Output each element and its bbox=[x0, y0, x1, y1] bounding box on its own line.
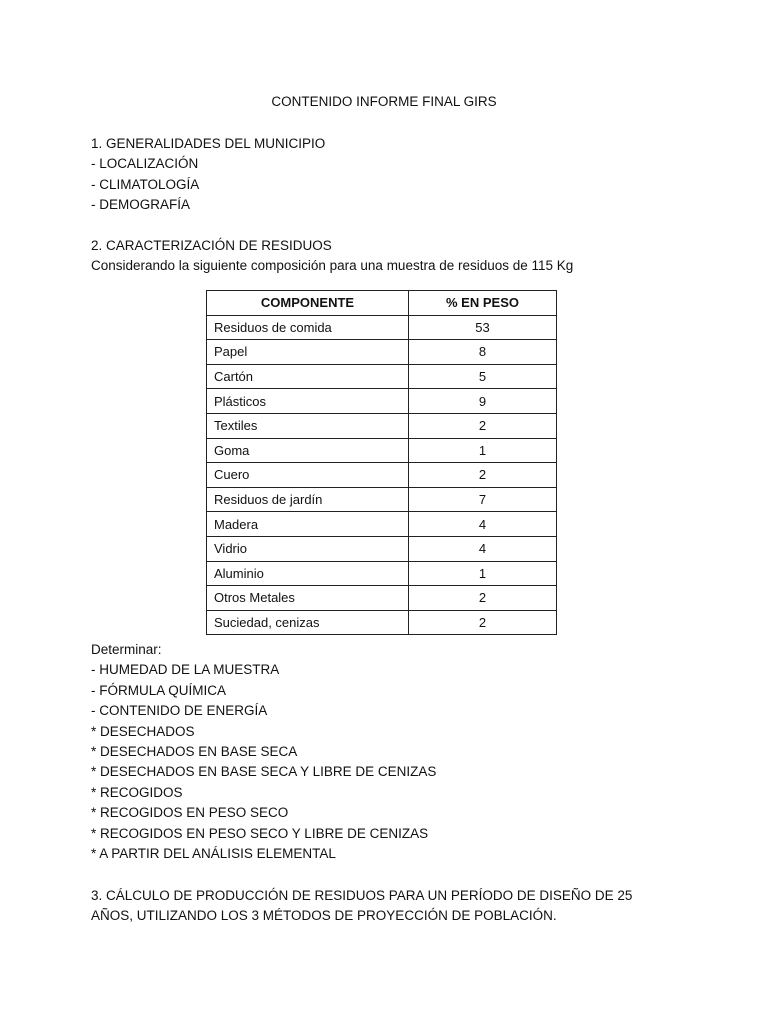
section-2-heading: 2. CARACTERIZACIÓN DE RESIDUOS bbox=[91, 238, 332, 253]
section-3-line: AÑOS, UTILIZANDO LOS 3 MÉTODOS DE PROYECCIÓN DE POBLACIÓN. bbox=[91, 908, 557, 924]
percent-cell: 4 bbox=[409, 536, 557, 561]
percent-cell: 5 bbox=[409, 364, 557, 389]
determinar-item: - HUMEDAD DE LA MUESTRA bbox=[91, 662, 280, 678]
percent-cell: 1 bbox=[409, 438, 557, 463]
section-3-line: 3. CÁLCULO DE PRODUCCIÓN DE RESIDUOS PARA UN PERÍODO DE DISEÑO DE 25 bbox=[91, 888, 633, 903]
percent-cell: 9 bbox=[409, 389, 557, 414]
table-header-row bbox=[207, 291, 557, 316]
table-row bbox=[207, 586, 557, 611]
table-row bbox=[207, 561, 557, 586]
percent-cell: 2 bbox=[409, 586, 557, 611]
percent-cell: 7 bbox=[409, 487, 557, 512]
percent-cell: 1 bbox=[409, 561, 557, 586]
table-row bbox=[207, 340, 557, 365]
section-2 bbox=[91, 236, 573, 277]
determinar-item: - FÓRMULA QUÍMICA bbox=[91, 682, 227, 698]
table-row bbox=[207, 413, 557, 438]
determinar-item: * DESECHADOS bbox=[91, 723, 195, 739]
component-cell: Aluminio bbox=[207, 561, 409, 586]
document-title: CONTENIDO INFORME FINAL GIRS bbox=[271, 94, 497, 109]
table-row bbox=[207, 438, 557, 463]
section-1-item: - DEMOGRAFÍA bbox=[91, 197, 191, 213]
section-1-item: - CLIMATOLOGÍA bbox=[91, 176, 200, 192]
determinar-item: * RECOGIDOS EN PESO SECO Y LIBRE DE CENIZAS bbox=[91, 825, 429, 841]
component-cell: Residuos de jardín bbox=[207, 487, 409, 512]
header-porcentaje: % EN PESO bbox=[409, 291, 557, 316]
section-1-heading: 1. GENERALIDADES DEL MUNICIPIO bbox=[91, 136, 326, 151]
determinar-item: * RECOGIDOS bbox=[91, 784, 183, 800]
composition-table bbox=[206, 290, 557, 635]
table-row bbox=[207, 463, 557, 488]
table-row bbox=[207, 487, 557, 512]
component-cell: Madera bbox=[207, 512, 409, 537]
determinar-item: * A PARTIR DEL ANÁLISIS ELEMENTAL bbox=[91, 846, 336, 862]
determinar-item: * RECOGIDOS EN PESO SECO bbox=[91, 805, 289, 821]
component-cell: Vidrio bbox=[207, 536, 409, 561]
component-cell: Residuos de comida bbox=[207, 315, 409, 340]
determinar-heading: Determinar: bbox=[91, 642, 162, 657]
component-cell: Cartón bbox=[207, 364, 409, 389]
component-cell: Suciedad, cenizas bbox=[207, 610, 409, 635]
percent-cell: 2 bbox=[409, 413, 557, 438]
section-1-item: - LOCALIZACIÓN bbox=[91, 156, 199, 172]
percent-cell: 2 bbox=[409, 610, 557, 635]
component-cell: Plásticos bbox=[207, 389, 409, 414]
table-row bbox=[207, 389, 557, 414]
percent-cell: 4 bbox=[409, 512, 557, 537]
section-2-intro: Considerando la siguiente composición para una muestra de residuos de 115 Kg bbox=[91, 258, 574, 274]
determinar-section bbox=[91, 640, 436, 864]
percent-cell: 2 bbox=[409, 463, 557, 488]
table-row bbox=[207, 512, 557, 537]
section-3 bbox=[91, 886, 632, 927]
determinar-item: - CONTENIDO DE ENERGÍA bbox=[91, 703, 268, 719]
percent-cell: 53 bbox=[409, 315, 557, 340]
table-row bbox=[207, 364, 557, 389]
determinar-item: * DESECHADOS EN BASE SECA bbox=[91, 744, 298, 760]
component-cell: Textiles bbox=[207, 413, 409, 438]
component-cell: Cuero bbox=[207, 463, 409, 488]
section-1 bbox=[91, 134, 325, 216]
table-row bbox=[207, 536, 557, 561]
component-cell: Papel bbox=[207, 340, 409, 365]
component-cell: Goma bbox=[207, 438, 409, 463]
table-row bbox=[207, 610, 557, 635]
determinar-item: * DESECHADOS EN BASE SECA Y LIBRE DE CENIZAS bbox=[91, 764, 437, 780]
component-cell: Otros Metales bbox=[207, 586, 409, 611]
table-row bbox=[207, 315, 557, 340]
header-componente: COMPONENTE bbox=[207, 291, 409, 316]
percent-cell: 8 bbox=[409, 340, 557, 365]
